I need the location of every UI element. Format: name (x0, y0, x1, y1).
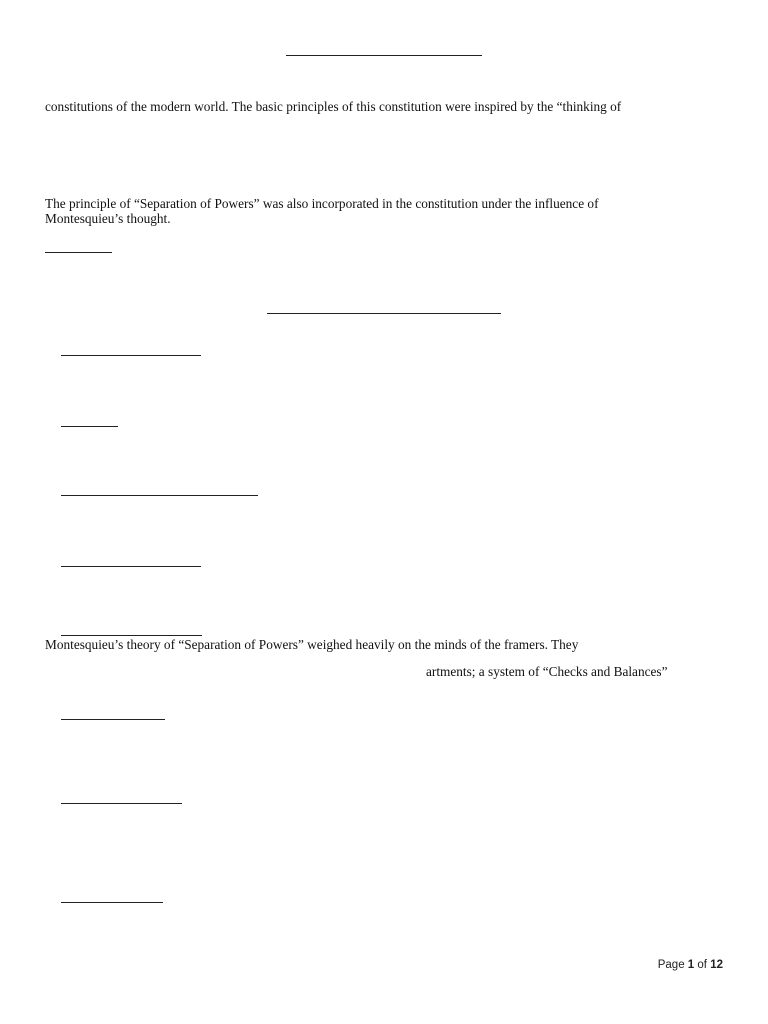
subheading-underline-7 (61, 803, 182, 804)
subheading-underline-4 (61, 566, 201, 567)
section-heading-underline (267, 313, 501, 314)
current-page: 1 (687, 959, 695, 971)
footnote-separator (45, 252, 112, 253)
paragraph-2-line-2: Montesquieu’s thought. (45, 211, 171, 226)
title-underline (286, 55, 482, 56)
subheading-underline-5 (61, 635, 202, 636)
page-prefix: Page (657, 959, 685, 971)
paragraph-3: Montesquieu’s theory of “Separation of Powers” weighed heavily on the minds of the framers. They (45, 637, 579, 652)
of-label: of (697, 959, 707, 971)
subheading-underline-2 (61, 426, 118, 427)
paragraph-2-line-1: The principle of “Separation of Powers” was also incorporated in the constitution under the influence of (45, 196, 599, 211)
paragraph-1: constitutions of the modern world. The basic principles of this constitution were inspired by the “thinking of (45, 99, 622, 114)
subheading-underline-8 (61, 902, 163, 903)
subheading-underline-6 (61, 719, 165, 720)
subheading-underline-1 (61, 355, 201, 356)
paragraph-4-fragment: artments; a system of “Checks and Balances” (426, 664, 668, 679)
total-pages: 12 (710, 959, 723, 971)
subheading-underline-3 (61, 495, 258, 496)
page-number (658, 959, 723, 971)
